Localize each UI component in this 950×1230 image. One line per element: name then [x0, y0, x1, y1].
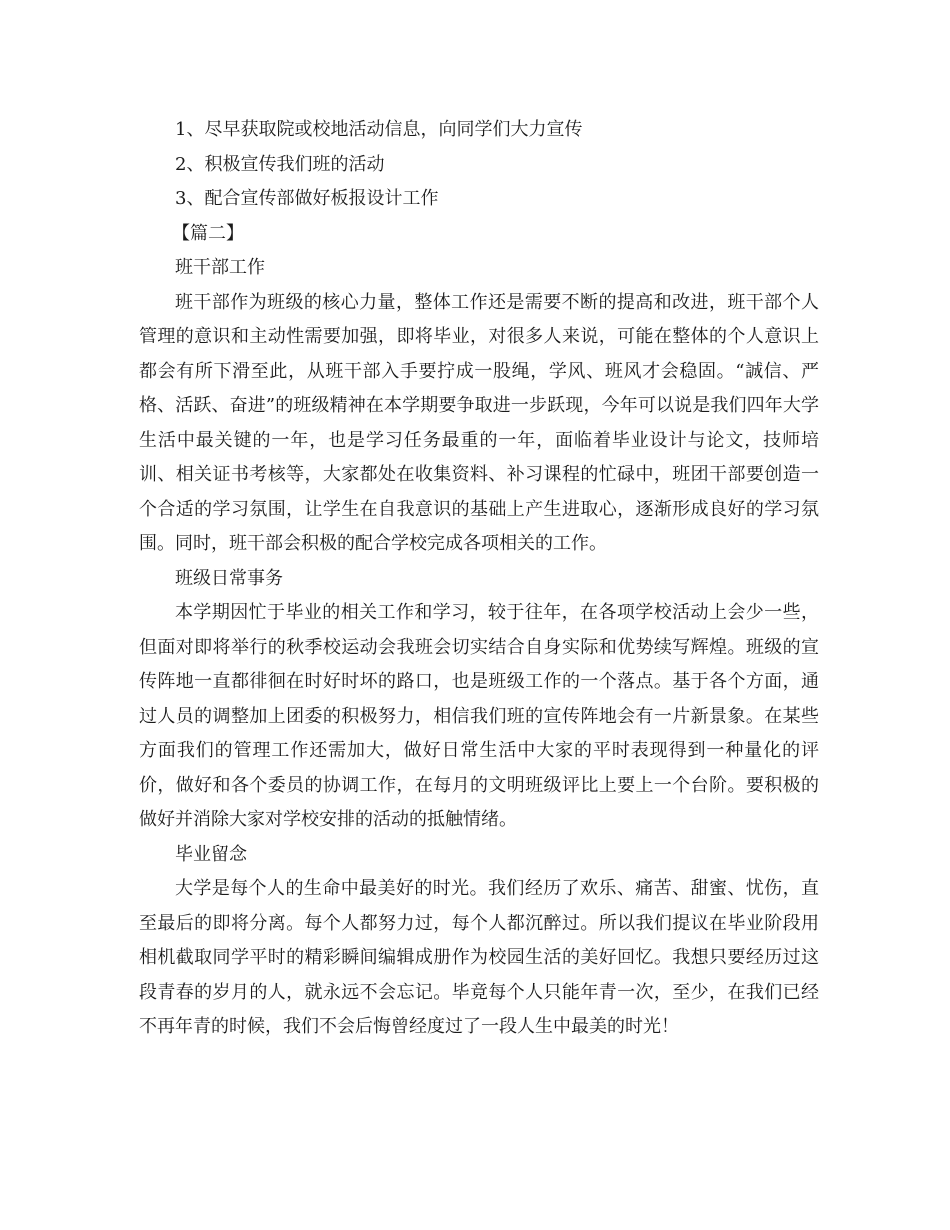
list-item-3: 3、配合宣传部做好板报设计工作	[175, 188, 439, 209]
document-body	[139, 113, 819, 1045]
section-heading-class-cadre: 班干部工作	[175, 257, 265, 278]
list-item-2: 2、积极宣传我们班的活动	[175, 153, 385, 175]
paragraph-daily-affairs: 本学期因忙于毕业的相关工作和学习，较于往年，在各项学校活动上会少一些，但面对即将举行的秋季校运动会我班会切实结合自身实际和优势续写辉煌。班级的宣传阵地一直都徘徊在时好时坏的路口，也是班级工作的一个落点。基于各个方面，通过人员的调整加上团委的积极努力，相信我们班的宣传阵地会有一片新景象。在某些方面我们的管理工作还需加大，做好日常生活中大家的平时表现得到一种量化的评价，做好和各个委员的协调工作，在每月的文明班级评比上要上一个台阶。要积极的做好并消除大家对学校安排的活动的抵触情绪。	[139, 602, 819, 830]
paragraph-class-cadre: 班干部作为班级的核心力量，整体工作还是需要不断的提高和改进，班干部个人管理的意识和主动性需要加强，即将毕业，对很多人来说，可能在整体的个人意识上都会有所下滑至此，从班干部入手要拧成一股绳，学风、班风才会稳固。“誠信、严格、活跃、奋进”的班级精神在本学期要争取进一步跃现，今年可以说是我们四年大学生活中最关键的一年，也是学习任务最重的一年，面临着毕业设计与论文，技师培训、相关证书考核等，大家都处在收集资料、补习课程的忙碌中，班团干部要创造一个合适的学习氛围，让学生在自我意识的基础上产生进取心，逐渐形成良好的学习氛围。同时，班干部会积极的配合学校完成各项相关的工作。	[139, 291, 819, 554]
list-item-1: 1、尽早获取院或校地活动信息，向同学们大力宣传	[175, 119, 583, 140]
section-heading-daily-affairs: 班级日常事务	[175, 567, 283, 589]
section-heading-graduation: 毕业留念	[175, 843, 247, 865]
paragraph-graduation: 大学是每个人的生命中最美好的时光。我们经历了欢乐、痛苦、甜蜜、忧伤，直至最后的即将分离。每个人都努力过，每个人都沉醉过。所以我们提议在毕业阶段用相机截取同学平时的精彩瞬间编辑成册作为校园生活的美好回忆。我想只要经历过这段青春的岁月的人，就永远不会忘记。毕竟每个人只能年青一次，至少，在我们已经不再年青的时候，我们不会后悔曾经度过了一段人生中最美的时光！	[139, 878, 819, 1037]
section-tag: 【篇二】	[172, 222, 244, 244]
